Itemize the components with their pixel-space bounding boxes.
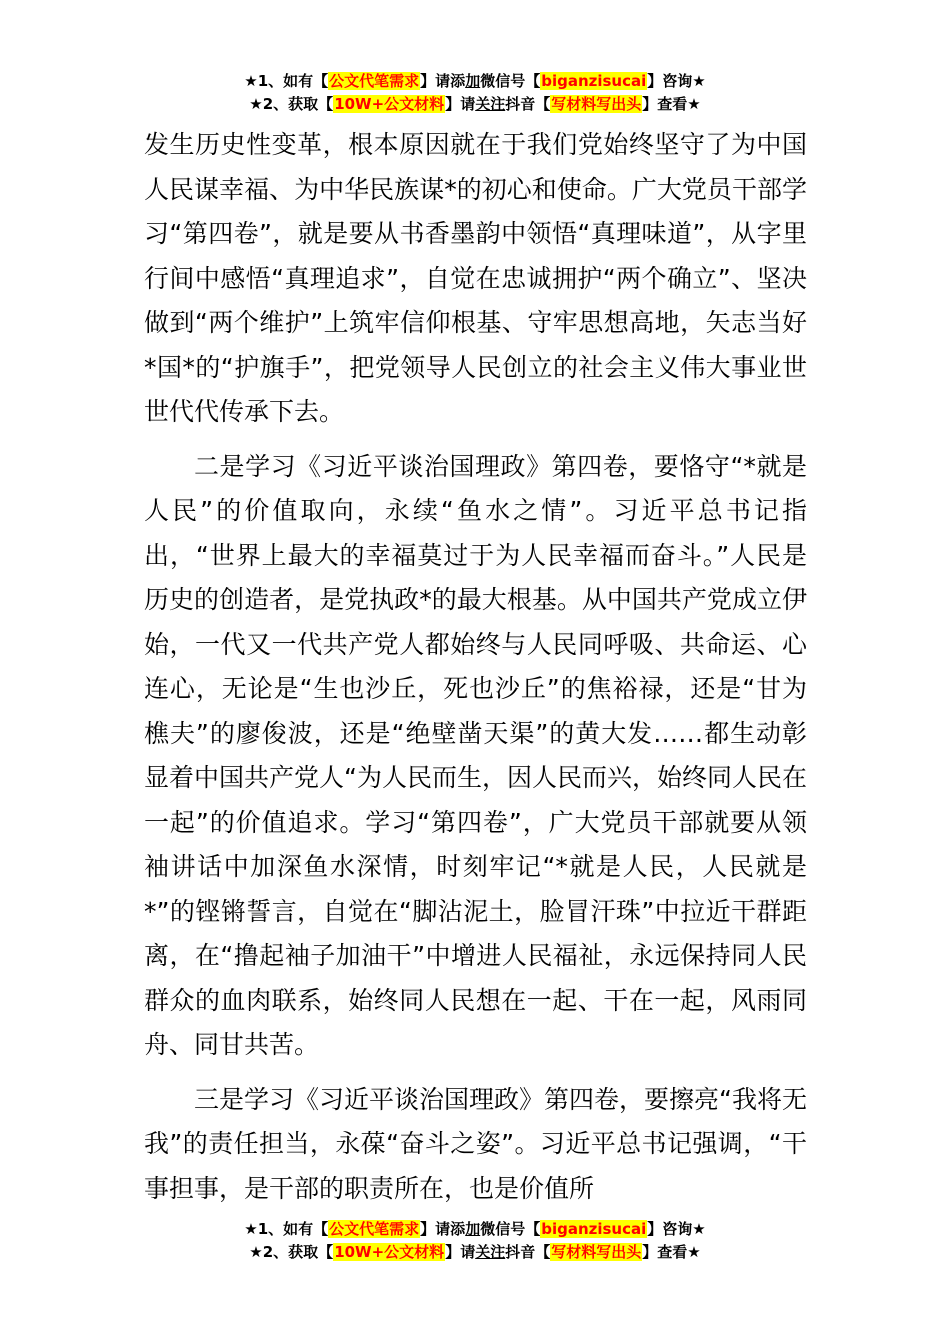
banner-text: 关注 xyxy=(475,95,506,113)
banner-text: 】请 xyxy=(445,1243,476,1261)
banner-text: ★2、获取【 xyxy=(249,1243,334,1261)
banner-text: 】咨询★ xyxy=(647,1220,706,1238)
banner-text: 加 xyxy=(465,72,481,90)
banner-text: 】请 xyxy=(445,95,476,113)
banner-text: 】请添 xyxy=(420,1220,466,1238)
banner-text: 】咨询★ xyxy=(647,72,706,90)
banner-line-1 xyxy=(0,1218,950,1241)
document-body xyxy=(144,123,807,1211)
highlight-douyin-id: 写材料写出头 xyxy=(551,95,642,113)
paragraph-continuation: 发生历史性变革，根本原因就在于我们党始终坚守了为中国人民谋幸福、为中华民族谋*的初心和使命。广大党员干部学习“第四卷”，就是要从书香墨韵中领悟“真理味道”，从字里行间中感悟“真理追求”，自觉在忠诚拥护“两个确立”、坚决做到“两个维护”上筑牢信仰根基、守牢思想高地，矢志当好*国*的“护旗手”，把党领导人民创立的社会主义伟大事业世世代代传承下去。 xyxy=(144,130,807,426)
header-banner xyxy=(0,70,950,116)
banner-line-2 xyxy=(0,1241,950,1264)
banner-text: 】查看★ xyxy=(642,1243,701,1261)
banner-text: ★1、如有【 xyxy=(244,72,329,90)
banner-text: 关注 xyxy=(475,1243,506,1261)
highlight-materials: 10W+公文材料 xyxy=(334,1243,445,1261)
banner-text: 微信号【 xyxy=(480,72,541,90)
footer-banner xyxy=(0,1218,950,1264)
highlight-materials: 10W+公文材料 xyxy=(334,95,445,113)
banner-text: 抖音【 xyxy=(505,95,551,113)
banner-text: 】请添 xyxy=(420,72,466,90)
banner-text: ★1、如有【 xyxy=(244,1220,329,1238)
highlight-service: 公文代笔需求 xyxy=(329,72,420,90)
highlight-wechat-id: biganzisucai xyxy=(541,72,647,90)
paragraph-point-two: 二是学习《习近平谈治国理政》第四卷，要恪守“*就是人民”的价值取向，永续“鱼水之情”。习近平总书记指出，“世界上最大的幸福莫过于为人民幸福而奋斗。”人民是历史的创造者，是党执政*的最大根基。从中国共产党成立伊始，一代又一代共产党人都始终与人民同呼吸、共命运、心连心，无论是“生也沙丘，死也沙丘”的焦裕禄，还是“甘为樵夫”的廖俊波，还是“绝壁凿天渠”的黄大发……都生动彰显着中国共产党人“为人民而生，因人民而兴，始终同人民在一起”的价值追求。学习“第四卷”，广大党员干部就要从领袖讲话中加深鱼水深情，时刻牢记“*就是人民，人民就是*”的铿锵誓言，自觉在“脚沾泥土，脸冒汗珠”中拉近干群距离，在“撸起袖子加油干”中增进人民福祉，永远保持同人民群众的血肉联系，始终同人民想在一起、干在一起，风雨同舟、同甘共苦。 xyxy=(144,451,807,1059)
banner-text: ★2、获取【 xyxy=(249,95,334,113)
banner-text: 微信号【 xyxy=(480,1220,541,1238)
banner-line-2 xyxy=(0,93,950,116)
highlight-douyin-id: 写材料写出头 xyxy=(551,1243,642,1261)
banner-text: 】查看★ xyxy=(642,95,701,113)
banner-text: 加 xyxy=(465,1220,481,1238)
paragraph-point-three: 三是学习《习近平谈治国理政》第四卷，要擦亮“我将无我”的责任担当，永葆“奋斗之姿”。习近平总书记强调，“干事担事，是干部的职责所在，也是价值所 xyxy=(144,1084,807,1203)
highlight-service: 公文代笔需求 xyxy=(329,1220,420,1238)
highlight-wechat-id: biganzisucai xyxy=(541,1220,647,1238)
banner-line-1 xyxy=(0,70,950,93)
banner-text: 抖音【 xyxy=(505,1243,551,1261)
